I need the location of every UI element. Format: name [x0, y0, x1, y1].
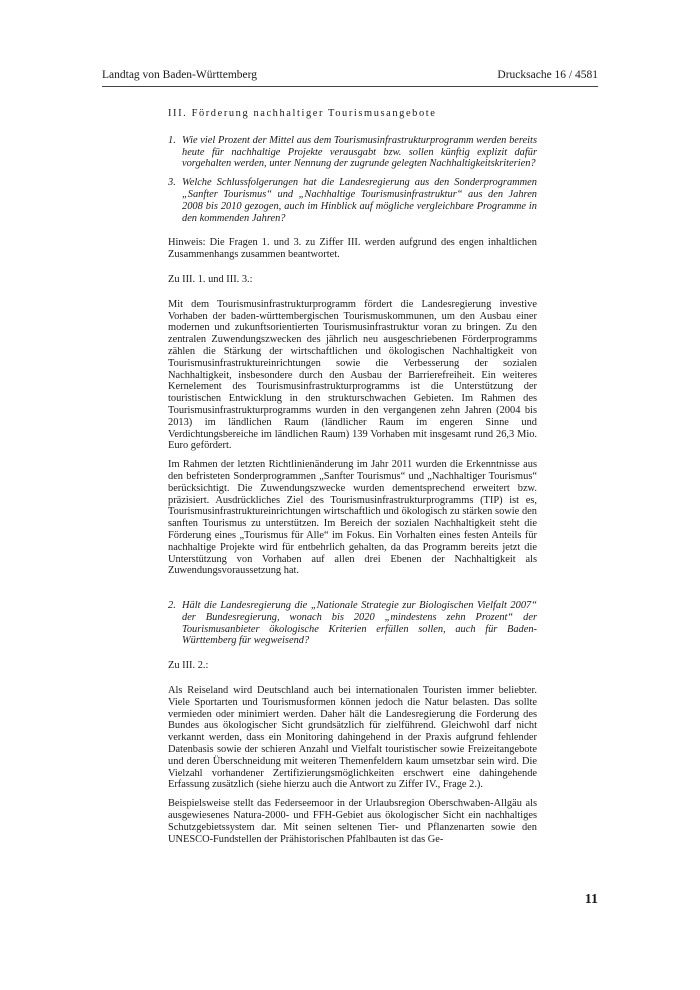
- body-paragraph: Mit dem Tourismusinfrastrukturprogramm fördert die Landesregierung investive Vorhaben der baden-württembergischen Tourismuskommunen, um den Ausbau einer modernen und zukunftsorientierten Tourismusinfrastruktur voran zu bringen. Zu den zentralen Zuwendungszwecken des jährlich neu ausgeschriebenen Förderprogramms zählen die Stärkung der wirtschaftlichen und ökologischen Nachhaltigkeit von Tourismusinfrastruktureinrichtungen sowie die Verbesserung der sozialen Nachhaltigkeit, insbesondere durch den Ausbau der Barrierefreiheit. Ein weiteres Kernelement des Tourismusinfrastrukturprogramms ist die Unterstützung der touristischen Entwicklung in den strukturschwachen Gebieten. Im Rahmen des Tourismusinfrastrukturprogramms wurden in den vergangenen zehn Jahren (2004 bis 2013) im ländlichen Raum (ländlicher Raum im engeren Sinne und Verdichtungsbereiche im ländlichen Raum) 139 Vorhaben mit insgesamt rund 26,3 Mio. Euro gefördert.: [168, 298, 537, 452]
- header-rule: [102, 86, 598, 87]
- question-text: Wie viel Prozent der Mittel aus dem Tourismusinfrastrukturprogramm werden bereits heute für nachhaltige Projekte verausgabt bzw. sollen künftig explizit dafür vorgehalten werden, unter Nennung der zugrunde gelegten Nachhaltigkeitskriterien?: [182, 134, 537, 170]
- question-number: 2.: [168, 600, 176, 612]
- question-number: 1.: [168, 134, 176, 146]
- answer-heading-2: Zu III. 2.:: [168, 660, 209, 672]
- body-paragraph: Im Rahmen der letzten Richtlinienänderung im Jahr 2011 wurden die Erkenntnisse aus den befristeten Sonderprogrammen „Sanfter Tourismus“ und „Nachhaltiger Tourismus“ berücksichtigt. Die Zuwendungszwecke wurden dementsprechend erweitert bzw. präzisiert. Ausdrückliches Ziel des Tourismusinfrastrukturprogramms (TIP) ist es, Tourismusinfrastruktureinrichtungen wirtschaftlich und ökologisch zu stärken sowie den sanften Tourismus zu unterstützen. Im Bereich der sozialen Nachhaltigkeit steht die Förderung eines „Tourismus für Alle“ im Fokus. Ein Vorhalten eines festen Anteils für nachhaltige Projekte wird für entbehrlich gehalten, da das Programm bereits jetzt die Unterstützung von Vorhaben auf allen drei Ebenen der Nachhaltigkeit als Zuwendungsvoraussetzung hat.: [168, 459, 537, 577]
- header-right: Drucksache 16 / 4581: [497, 69, 598, 81]
- page-number: 11: [584, 892, 598, 907]
- question-text: Hält die Landesregierung die „Nationale Strategie zur Biologischen Vielfalt 2007“ der Bundesregierung, wonach bis 2020 „mindestens zehn Prozent“ der Tourismusanbieter ökologische Kriterien erfüllen sollen, auch für Baden-Württemberg für wegweisend?: [182, 600, 537, 647]
- header-left: Landtag von Baden-Württemberg: [102, 69, 257, 81]
- body-paragraph: Beispielsweise stellt das Federseemoor in der Urlaubsregion Oberschwaben-Allgäu als ausgewiesenes Natura-2000- und FFH-Gebiet aus ökologischer Sicht ein nachhaltiges Schutzgebietssystem dar. Mit seinen seltenen Tier- und Pflanzenarten sowie den UNESCO-Fundstellen der Prähistorischen Pfahlbauten ist das Ge-: [168, 798, 537, 845]
- question-1: [168, 135, 537, 170]
- question-text: Welche Schlussfolgerungen hat die Landesregierung aus den Sonderprogrammen „Sanfter Tourismus“ und „Nachhaltige Tourismusinfrastruktur“ aus den Jahren 2008 bis 2010 gezogen, auch im Hinblick auf mögliche vergleichbare Programme in den kommenden Jahren?: [182, 177, 537, 224]
- hinweis-paragraph: Hinweis: Die Fragen 1. und 3. zu Ziffer III. werden aufgrund des engen inhaltlichen Zusammenhangs zusammen beantwortet.: [168, 237, 537, 261]
- answer-heading-1-3: Zu III. 1. und III. 3.:: [168, 273, 253, 285]
- question-2: [168, 600, 537, 647]
- question-3: [168, 177, 537, 224]
- section-title: III. Förderung nachhaltiger Tourismusangebote: [168, 108, 437, 119]
- main-content: [168, 108, 537, 852]
- body-paragraph: Als Reiseland wird Deutschland auch bei internationalen Touristen immer beliebter. Viele Sportarten und Tourismusformen können jedoch die Natur belasten. Das sollte vermieden oder minimiert werden. Daher hält die Landesregierung die Forderung des Bundes aus ökologischer Sicht grundsätzlich für zielführend. Gleichwohl darf nicht verkannt werden, dass ein Monitoring dahingehend in der Praxis aufgrund fehlender Datenbasis sowie der schieren Anzahl und Vielfalt touristischer sowie Freizeitangebote und deren Überschneidung mit weiteren Themenfeldern kaum umsetzbar sein wird. Die Vielzahl vorhandener Zertifizierungsmöglichkeiten erschwert eine dahingehende Erfassung zusätzlich (siehe hierzu auch die Antwort zu Ziffer IV., Frage 2.).: [168, 685, 537, 791]
- question-number: 3.: [168, 177, 176, 189]
